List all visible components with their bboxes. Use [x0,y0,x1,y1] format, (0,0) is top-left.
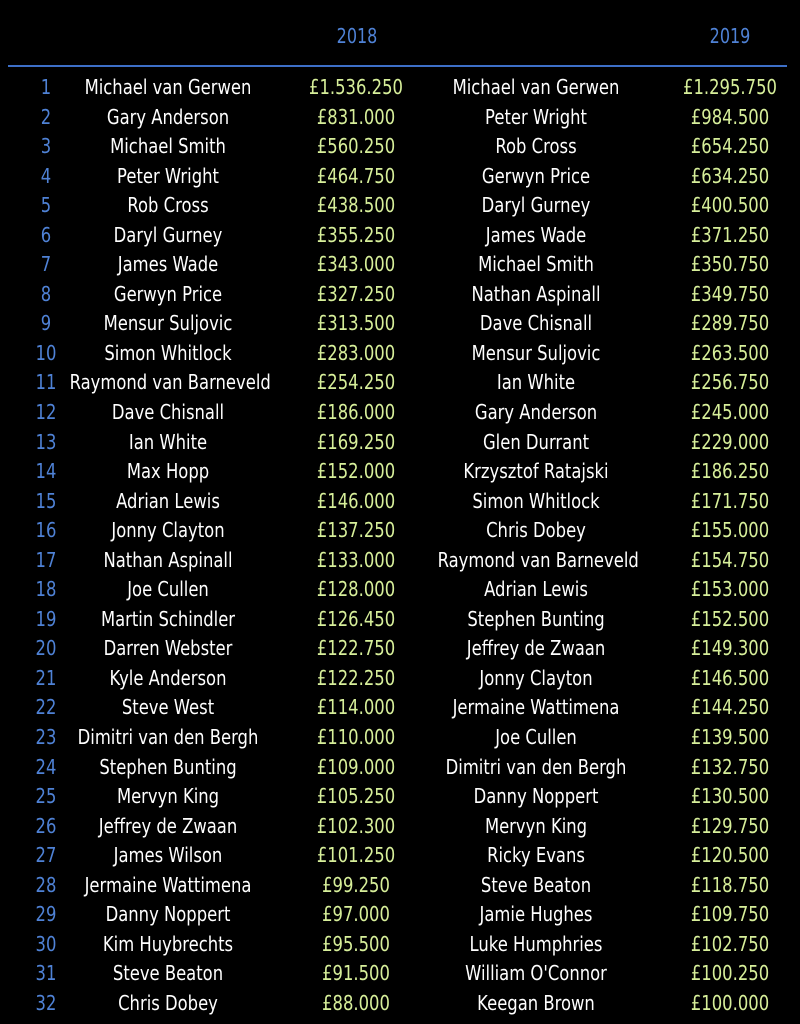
prize-money-2019: £229.000 [690,429,770,454]
rank-cell: 5 [40,193,52,218]
ranking-table [0,73,800,1019]
player-name-2019: Mensur Suljovic [471,340,601,365]
table-row [0,250,800,280]
rank-cell: 6 [40,222,52,247]
player-name-2019: Peter Wright [485,104,587,129]
prize-money-2018: £169.250 [316,429,396,454]
prize-money-2019: £256.750 [690,370,770,395]
player-name-2018: Joe Cullen [127,577,209,602]
table-row [0,191,800,221]
rank-cell: 9 [40,311,52,336]
player-name-2019: Adrian Lewis [484,577,588,602]
prize-money-2018: £137.250 [316,518,396,543]
prize-money-2019: £289.750 [690,311,770,336]
rank-cell: 12 [35,400,57,425]
player-name-2018: Ian White [128,429,208,454]
player-name-2019: Nathan Aspinall [471,281,601,306]
player-name-2018: Jonny Clayton [111,518,225,543]
prize-money-2018: £122.750 [316,636,396,661]
player-name-2019: Ian White [496,370,576,395]
prize-money-2019: £132.750 [690,754,770,779]
rank-cell: 4 [40,163,52,188]
player-name-2018: Michael Smith [110,134,226,159]
prize-money-2019: £144.250 [690,695,770,720]
player-name-2018: Michael van Gerwen [84,75,252,99]
prize-money-2019: £129.750 [690,813,770,838]
player-name-2019: Michael van Gerwen [452,75,620,99]
player-name-2019: Luke Humphries [469,931,603,956]
table-row [0,162,800,192]
table-header [0,0,800,66]
player-name-2019: Gerwyn Price [481,163,591,188]
prize-money-2018: £254.250 [316,370,396,395]
rank-cell: 30 [35,931,57,956]
rank-cell: 28 [35,872,57,897]
player-name-2019: Ricky Evans [487,843,585,868]
prize-money-2018: £102.300 [316,813,396,838]
player-name-2019: Raymond van Barneveld [437,547,639,572]
player-name-2019: Daryl Gurney [481,193,591,218]
player-name-2019: Mervyn King [484,813,588,838]
prize-money-2019: £102.750 [690,931,770,956]
table-row [0,103,800,133]
player-name-2019: Keegan Brown [477,990,595,1015]
rank-cell: 27 [35,843,57,868]
rank-cell: 19 [35,606,57,631]
prize-money-2019: £153.000 [690,577,770,602]
table-row [0,309,800,339]
prize-money-2019: £654.250 [690,134,770,159]
rank-cell: 13 [35,429,57,454]
rank-cell: 2 [40,104,52,129]
year-2019-header: 2019 [709,24,751,48]
table-row [0,516,800,546]
player-name-2018: Max Hopp [126,459,210,484]
prize-money-2019: £109.750 [690,902,770,927]
table-row [0,959,800,989]
prize-money-2019: £146.500 [690,665,770,690]
table-row [0,664,800,694]
prize-money-2019: £371.250 [690,222,770,247]
table-row [0,753,800,783]
player-name-2018: Gerwyn Price [113,281,223,306]
player-name-2019: William O'Connor [465,961,607,986]
prize-money-2019: £154.750 [690,547,770,572]
prize-money-2018: £560.250 [316,134,396,159]
player-name-2019: Dimitri van den Bergh [445,754,627,779]
table-row [0,723,800,753]
player-name-2018: James Wilson [113,843,223,868]
player-name-2019: Rob Cross [495,134,577,159]
prize-money-2019: £100.250 [690,961,770,986]
rank-cell: 14 [35,459,57,484]
prize-money-2019: £139.500 [690,725,770,750]
table-row [0,900,800,930]
player-name-2018: Steve West [121,695,215,720]
table-row [0,989,800,1019]
player-name-2018: Mervyn King [116,784,220,809]
rank-cell: 18 [35,577,57,602]
player-name-2018: Daryl Gurney [113,222,223,247]
table-row [0,398,800,428]
rank-cell: 7 [40,252,52,277]
table-row [0,457,800,487]
prize-money-2019: £350.750 [690,252,770,277]
rank-cell: 22 [35,695,57,720]
player-name-2018: Simon Whitlock [104,340,232,365]
rank-cell: 15 [35,488,57,513]
rank-cell: 25 [35,784,57,809]
prize-money-2019: £149.300 [690,636,770,661]
player-name-2018: Stephen Bunting [99,754,237,779]
prize-money-2018: £152.000 [316,459,396,484]
rank-cell: 31 [35,961,57,986]
prize-money-2018: £97.000 [322,902,390,927]
player-name-2019: Jeffrey de Zwaan [466,636,606,661]
player-name-2018: Nathan Aspinall [103,547,233,572]
player-name-2019: Stephen Bunting [467,606,605,631]
table-row [0,339,800,369]
table-row [0,280,800,310]
prize-money-2018: £110.000 [316,725,396,750]
player-name-2019: James Wade [485,222,587,247]
prize-money-2019: £245.000 [690,400,770,425]
prize-money-2019: £100.000 [690,990,770,1015]
prize-money-2018: £114.000 [316,695,396,720]
header-divider [8,65,787,67]
prize-money-2018: £95.500 [322,931,390,956]
rank-cell: 10 [35,340,57,365]
table-row [0,73,800,103]
table-row [0,605,800,635]
table-row [0,132,800,162]
table-row [0,871,800,901]
player-name-2018: Darren Webster [103,636,233,661]
player-name-2018: Rob Cross [127,193,209,218]
prize-money-2018: £343.000 [316,252,396,277]
prize-money-2018: £327.250 [316,281,396,306]
prize-money-2019: £130.500 [690,784,770,809]
player-name-2018: Raymond van Barneveld [69,370,271,395]
player-name-2019: Jonny Clayton [479,665,593,690]
prize-money-2018: £126.450 [316,606,396,631]
rank-cell: 29 [35,902,57,927]
prize-money-2019: £349.750 [690,281,770,306]
player-name-2019: Dave Chisnall [479,311,593,336]
prize-money-2018: £109.000 [316,754,396,779]
player-name-2018: Jermaine Wattimena [84,872,252,897]
prize-money-2018: £313.500 [316,311,396,336]
player-name-2018: Mensur Suljovic [103,311,233,336]
rank-cell: 26 [35,813,57,838]
prize-money-2018: £91.500 [322,961,390,986]
table-row [0,368,800,398]
year-2018-header: 2018 [336,24,378,48]
player-name-2018: James Wade [117,252,219,277]
prize-money-2019: £1.295.750 [683,75,777,99]
rank-cell: 11 [35,370,57,395]
prize-money-2019: £984.500 [690,104,770,129]
player-name-2018: Dave Chisnall [111,400,225,425]
prize-money-2018: £99.250 [322,872,390,897]
prize-money-2019: £263.500 [690,340,770,365]
player-name-2018: Gary Anderson [106,104,230,129]
player-name-2019: Joe Cullen [495,725,577,750]
table-row [0,634,800,664]
player-name-2019: Glen Durrant [482,429,590,454]
prize-money-2018: £146.000 [316,488,396,513]
player-name-2019: Krzysztof Ratajski [463,459,609,484]
prize-money-2018: £186.000 [316,400,396,425]
player-name-2018: Dimitri van den Bergh [77,725,259,750]
prize-money-2018: £133.000 [316,547,396,572]
table-row [0,812,800,842]
rank-cell: 20 [35,636,57,661]
table-row [0,841,800,871]
player-name-2019: Chris Dobey [486,518,586,543]
player-name-2019: Michael Smith [478,252,594,277]
rank-cell: 23 [35,725,57,750]
prize-money-2018: £128.000 [316,577,396,602]
prize-money-2019: £634.250 [690,163,770,188]
prize-money-2019: £118.750 [690,872,770,897]
prize-money-2018: £283.000 [316,340,396,365]
table-row [0,428,800,458]
rank-cell: 17 [35,547,57,572]
player-name-2018: Danny Noppert [105,902,231,927]
prize-money-2018: £88.000 [322,990,390,1015]
prize-money-2018: £101.250 [316,843,396,868]
player-name-2019: Steve Beaton [480,872,592,897]
prize-money-2019: £186.250 [690,459,770,484]
prize-money-2018: £1.536.250 [309,75,403,99]
player-name-2019: Jermaine Wattimena [452,695,620,720]
player-name-2018: Jeffrey de Zwaan [98,813,238,838]
player-name-2018: Kim Huybrechts [102,931,234,956]
rank-cell: 3 [40,134,52,159]
prize-money-2018: £122.250 [316,665,396,690]
prize-money-2019: £171.750 [690,488,770,513]
prize-money-2018: £831.000 [316,104,396,129]
rank-cell: 8 [40,281,52,306]
prize-money-2019: £400.500 [690,193,770,218]
prize-money-2018: £355.250 [316,222,396,247]
player-name-2018: Kyle Anderson [109,665,227,690]
table-row [0,221,800,251]
rank-cell: 1 [40,75,52,99]
table-row [0,782,800,812]
table-row [0,693,800,723]
prize-money-2019: £120.500 [690,843,770,868]
table-row [0,930,800,960]
player-name-2018: Adrian Lewis [116,488,220,513]
prize-money-2019: £152.500 [690,606,770,631]
prize-money-2018: £105.250 [316,784,396,809]
table-row [0,575,800,605]
rank-cell: 21 [35,665,57,690]
table-row [0,546,800,576]
player-name-2019: Gary Anderson [474,400,598,425]
prize-money-2018: £464.750 [316,163,396,188]
prize-money-2018: £438.500 [316,193,396,218]
prize-money-2019: £155.000 [690,518,770,543]
table-row [0,487,800,517]
player-name-2019: Jamie Hughes [479,902,593,927]
rank-cell: 24 [35,754,57,779]
player-name-2018: Chris Dobey [118,990,218,1015]
player-name-2018: Martin Schindler [100,606,236,631]
player-name-2018: Steve Beaton [112,961,224,986]
rank-cell: 16 [35,518,57,543]
player-name-2019: Danny Noppert [473,784,599,809]
rank-cell: 32 [35,990,57,1015]
player-name-2019: Simon Whitlock [472,488,600,513]
player-name-2018: Peter Wright [117,163,219,188]
